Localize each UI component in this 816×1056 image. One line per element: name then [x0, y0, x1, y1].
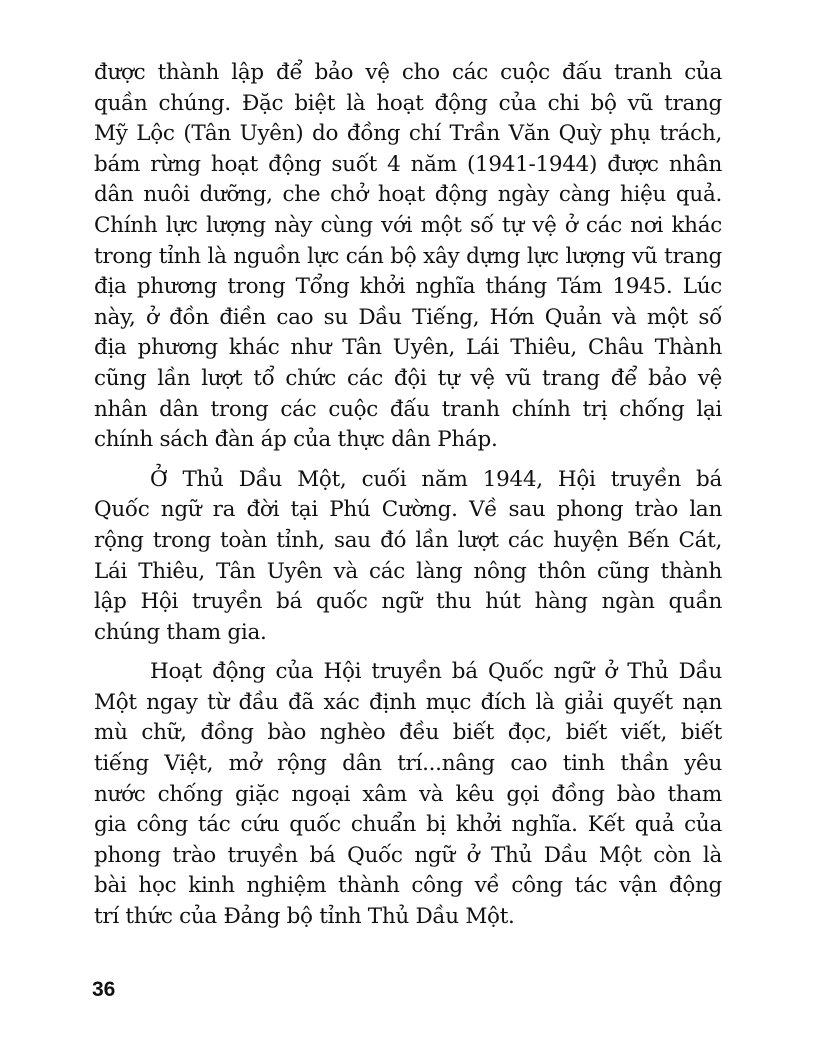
text-line: trí thức của Đảng bộ tỉnh Thủ Dầu Một.	[94, 904, 515, 930]
text-line: quần chúng. Đặc biệt là hoạt động của chi bộ vũ trang	[94, 90, 722, 116]
text-line: địa phương khác như Tân Uyên, Lái Thiêu, Châu Thành	[94, 335, 722, 361]
text-line: Quốc ngữ ra đời tại Phú Cường. Về sau phong trào lan	[94, 497, 722, 523]
text-line: nước chống giặc ngoại xâm và kêu gọi đồng bào tham	[94, 781, 722, 807]
text-line: chúng tham gia.	[94, 619, 267, 645]
paragraph-2	[94, 465, 722, 649]
text-line: bài học kinh nghiệm thành công về công tác vận động	[94, 873, 722, 899]
text-line: Ở Thủ Dầu Một, cuối năm 1944, Hội truyền bá	[150, 466, 722, 492]
text-line: nhân dân trong các cuộc đấu tranh chính trị chống lại	[94, 396, 722, 422]
text-line: Chính lực lượng này cùng với một số tự vệ ở các nơi khác	[94, 212, 722, 238]
text-line: trong tỉnh là nguồn lực cán bộ xây dựng lực lượng vũ trang	[94, 243, 722, 269]
text-line: rộng trong toàn tỉnh, sau đó lần lượt các huyện Bến Cát,	[94, 527, 722, 553]
text-line: chính sách đàn áp của thực dân Pháp.	[94, 427, 498, 453]
page-body	[94, 58, 722, 933]
text-line: mù chữ, đồng bào nghèo đều biết đọc, biết viết, biết	[94, 720, 722, 746]
text-line: phong trào truyền bá Quốc ngữ ở Thủ Dầu Một còn là	[94, 842, 722, 868]
text-line: Mỹ Lộc (Tân Uyên) do đồng chí Trần Văn Quỳ phụ trách,	[94, 121, 722, 147]
text-line: lập Hội truyền bá quốc ngữ thu hút hàng ngàn quần	[94, 589, 722, 615]
page-number: 36	[92, 978, 116, 1001]
text-line: Một ngay từ đầu đã xác định mục đích là giải quyết nạn	[94, 689, 722, 715]
text-line: cũng lần lượt tổ chức các đội tự vệ vũ trang để bảo vệ	[94, 365, 722, 391]
paragraph-1	[94, 58, 722, 456]
text-line: Hoạt động của Hội truyền bá Quốc ngữ ở Thủ Dầu	[150, 659, 722, 685]
text-line: địa phương trong Tổng khởi nghĩa tháng Tám 1945. Lúc	[94, 274, 722, 300]
text-line: bám rừng hoạt động suốt 4 năm (1941-1944) được nhân	[94, 151, 722, 177]
text-line: gia công tác cứu quốc chuẩn bị khởi nghĩa. Kết quả của	[94, 812, 722, 838]
text-line: này, ở đồn điền cao su Dầu Tiếng, Hớn Quản và một số	[94, 304, 722, 330]
text-line: được thành lập để bảo vệ cho các cuộc đấu tranh của	[94, 60, 722, 85]
text-line: Lái Thiêu, Tân Uyên và các làng nông thôn cũng thành	[94, 558, 722, 584]
paragraph-3	[94, 657, 722, 932]
text-line: dân nuôi dưỡng, che chở hoạt động ngày càng hiệu quả.	[94, 182, 722, 208]
text-line: tiếng Việt, mở rộng dân trí...nâng cao tinh thần yêu	[94, 751, 722, 777]
